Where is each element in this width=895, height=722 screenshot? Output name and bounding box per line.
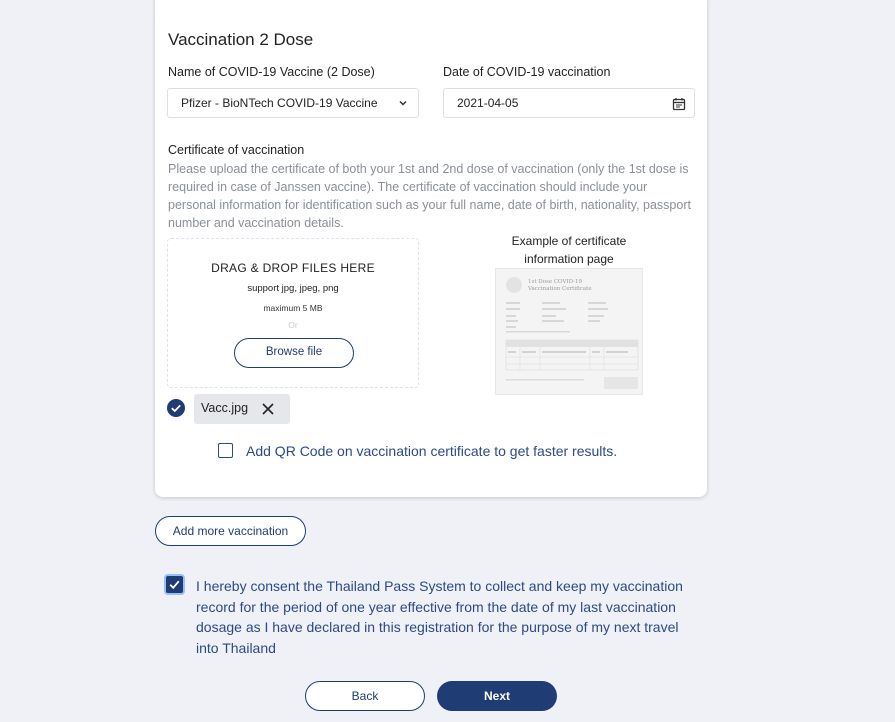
uploaded-file-chip bbox=[194, 394, 290, 424]
checkmark-icon bbox=[166, 576, 183, 593]
chevron-down-icon bbox=[398, 98, 408, 108]
dropzone-or: Or bbox=[288, 320, 298, 330]
vaccine-name-label: Name of COVID-19 Vaccine (2 Dose) bbox=[168, 65, 375, 79]
certificate-label: Certificate of vaccination bbox=[168, 143, 305, 157]
close-icon[interactable] bbox=[262, 403, 274, 415]
consent-checkbox[interactable] bbox=[166, 576, 183, 593]
consent-text: I hereby consent the Thailand Pass System to collect and keep my vaccination record for the period of one year effective from the date of my last vaccination dosage as I have declared in this registration for the purpose of my next travel into Thailand bbox=[196, 578, 683, 656]
certificate-description: Please upload the certificate of both your 1st and 2nd dose of vaccination (only the 1st dose is required in case of Janssen vaccine). The certificate of vaccination should include your personal information for identification such as your full name, date of birth, nationality, passport number and vaccination details. bbox=[168, 162, 691, 230]
next-button[interactable]: Next bbox=[437, 681, 557, 711]
vaccine-name-value: Pfizer - BioNTech COVID-19 Vaccine bbox=[181, 96, 378, 110]
vaccination-card bbox=[155, 0, 707, 497]
browse-file-button[interactable]: Browse file bbox=[234, 338, 354, 368]
vaccination-date-value: 2021-04-05 bbox=[457, 96, 519, 110]
vaccination-date-input[interactable] bbox=[443, 88, 695, 118]
dropzone-max-size: maximum 5 MB bbox=[263, 303, 323, 313]
vaccine-name-select[interactable] bbox=[167, 88, 419, 118]
preview-heading-2: Vaccination Certificate bbox=[528, 286, 592, 292]
qr-code-label[interactable]: Add QR Code on vaccination certificate to get faster results. bbox=[246, 443, 618, 459]
dropzone-title: DRAG & DROP FILES HERE bbox=[211, 261, 375, 275]
qr-code-checkbox[interactable] bbox=[218, 443, 233, 458]
calendar-icon[interactable] bbox=[672, 97, 686, 111]
back-button[interactable]: Back bbox=[305, 681, 425, 711]
add-more-vaccination-button[interactable]: Add more vaccination bbox=[155, 516, 306, 546]
dropzone-support-text: support jpg, jpeg, png bbox=[247, 283, 339, 294]
file-dropzone[interactable] bbox=[167, 238, 419, 388]
preview-heading-1: 1st Dose COVID-19 bbox=[528, 279, 582, 285]
section-title: Vaccination 2 Dose bbox=[168, 30, 314, 49]
example-certificate-image bbox=[495, 268, 643, 395]
check-circle-icon bbox=[167, 399, 185, 417]
vaccination-date-label: Date of COVID-19 vaccination bbox=[443, 65, 611, 79]
uploaded-file-name: Vacc.jpg bbox=[201, 401, 249, 415]
certificate-preview-graphic bbox=[496, 269, 644, 396]
example-label: Example of certificate information page bbox=[511, 234, 627, 266]
